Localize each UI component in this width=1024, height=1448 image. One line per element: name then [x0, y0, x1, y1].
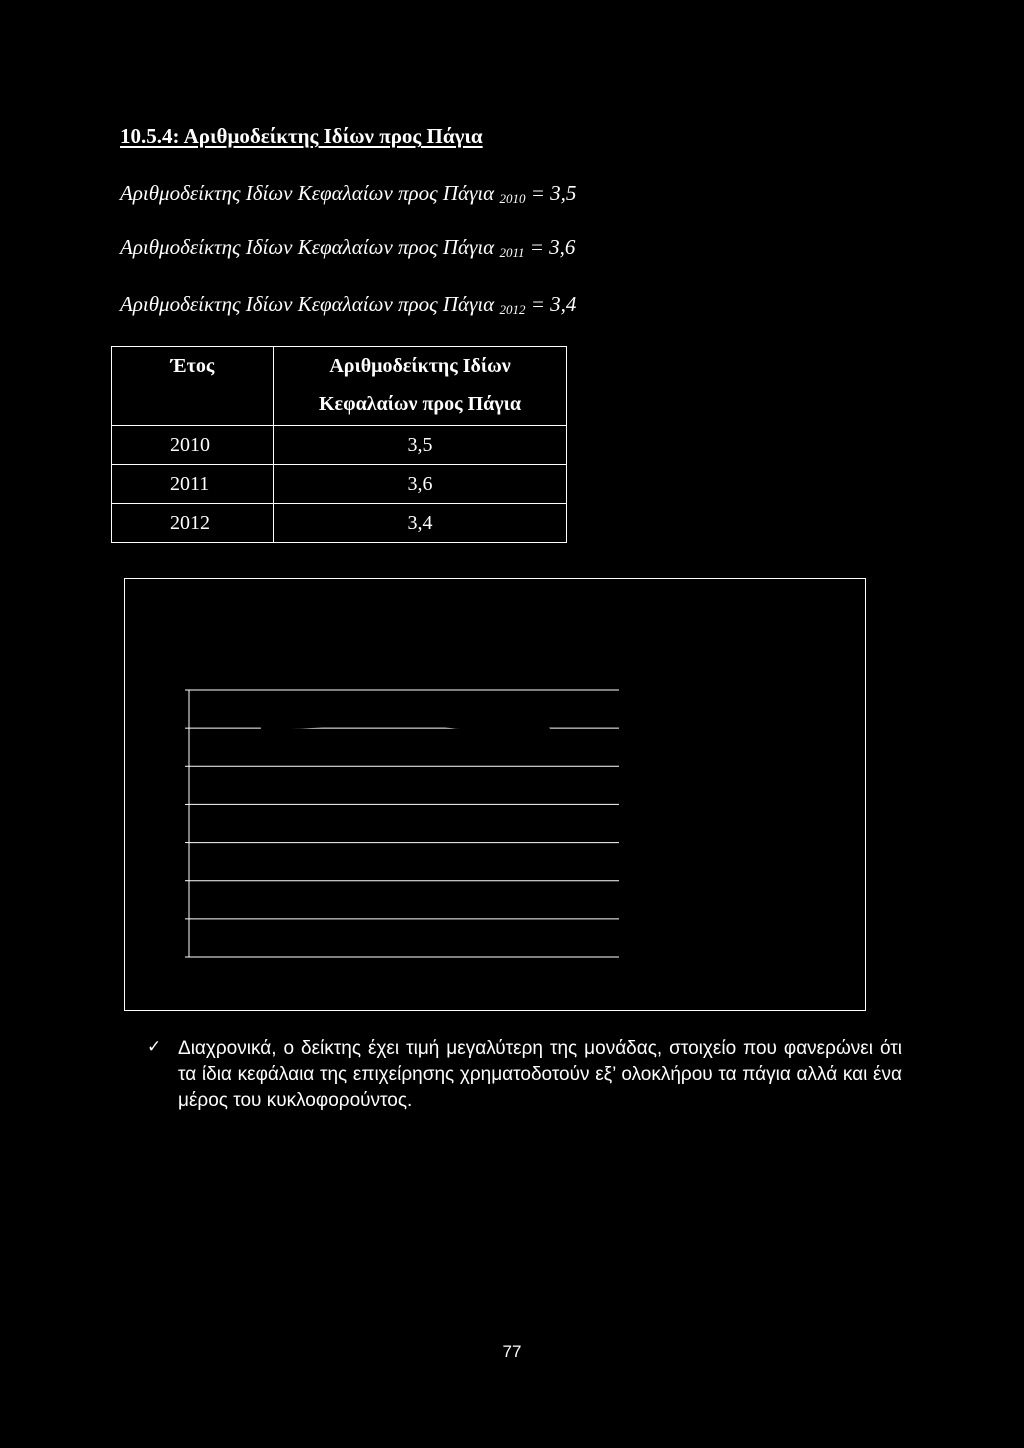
formula-year: 2011: [499, 245, 525, 260]
section-heading: 10.5.4: Αριθμοδείκτης Ιδίων προς Πάγια: [120, 124, 483, 148]
cell-value: 3,6: [274, 465, 567, 504]
data-point: [544, 727, 550, 733]
table-row: [112, 465, 567, 504]
formula-label: Αριθμοδείκτης Ιδίων Κεφαλαίων προς Πάγια: [120, 235, 495, 259]
formula-2012: [120, 292, 576, 318]
ratio-table: [111, 346, 567, 543]
header-ratio: [274, 347, 567, 426]
page-number: 77: [502, 1342, 522, 1361]
table-row: [112, 504, 567, 543]
formula-2011: [120, 235, 575, 261]
cell-year: 2010: [112, 426, 274, 465]
formula-label: Αριθμοδείκτης Ιδίων Κεφαλαίων προς Πάγια: [120, 292, 495, 316]
checkmark-icon: ✓: [147, 1037, 162, 1057]
formula-2010: [120, 181, 576, 207]
table-header-row: [112, 347, 567, 426]
header-ratio-line2: Κεφαλαίων προς Πάγια: [318, 393, 522, 415]
ratio-chart: [125, 579, 867, 1012]
formula-result: = 3,5: [530, 181, 577, 205]
formula-year: 2010: [499, 191, 526, 206]
cell-value: 3,4: [274, 504, 567, 543]
formula-result: = 3,6: [529, 235, 576, 259]
cell-year: 2012: [112, 504, 274, 543]
formula-year: 2012: [499, 302, 526, 317]
header-ratio-line1: Αριθμοδείκτης Ιδίων: [329, 355, 511, 377]
header-year: Έτος: [112, 347, 274, 426]
chart-frame: [124, 578, 866, 1011]
cell-value: 3,5: [274, 426, 567, 465]
formula-label: Αριθμοδείκτης Ιδίων Κεφαλαίων προς Πάγια: [120, 181, 495, 205]
conclusion-text: Διαχρονικά, ο δείκτης έχει τιμή μεγαλύτερη της μονάδας, στοιχείο που φανερώνει ότι τα ίδια κεφάλαια της επιχείρησης χρηματοδοτούν εξ’ ολοκλήρου τα πάγια αλλά και ένα μέρος του κυκλοφορούντος.: [178, 1038, 902, 1111]
formula-result: = 3,4: [530, 292, 577, 316]
data-point: [401, 714, 407, 720]
data-point: [258, 720, 264, 726]
cell-year: 2011: [112, 465, 274, 504]
table-row: [112, 426, 567, 465]
